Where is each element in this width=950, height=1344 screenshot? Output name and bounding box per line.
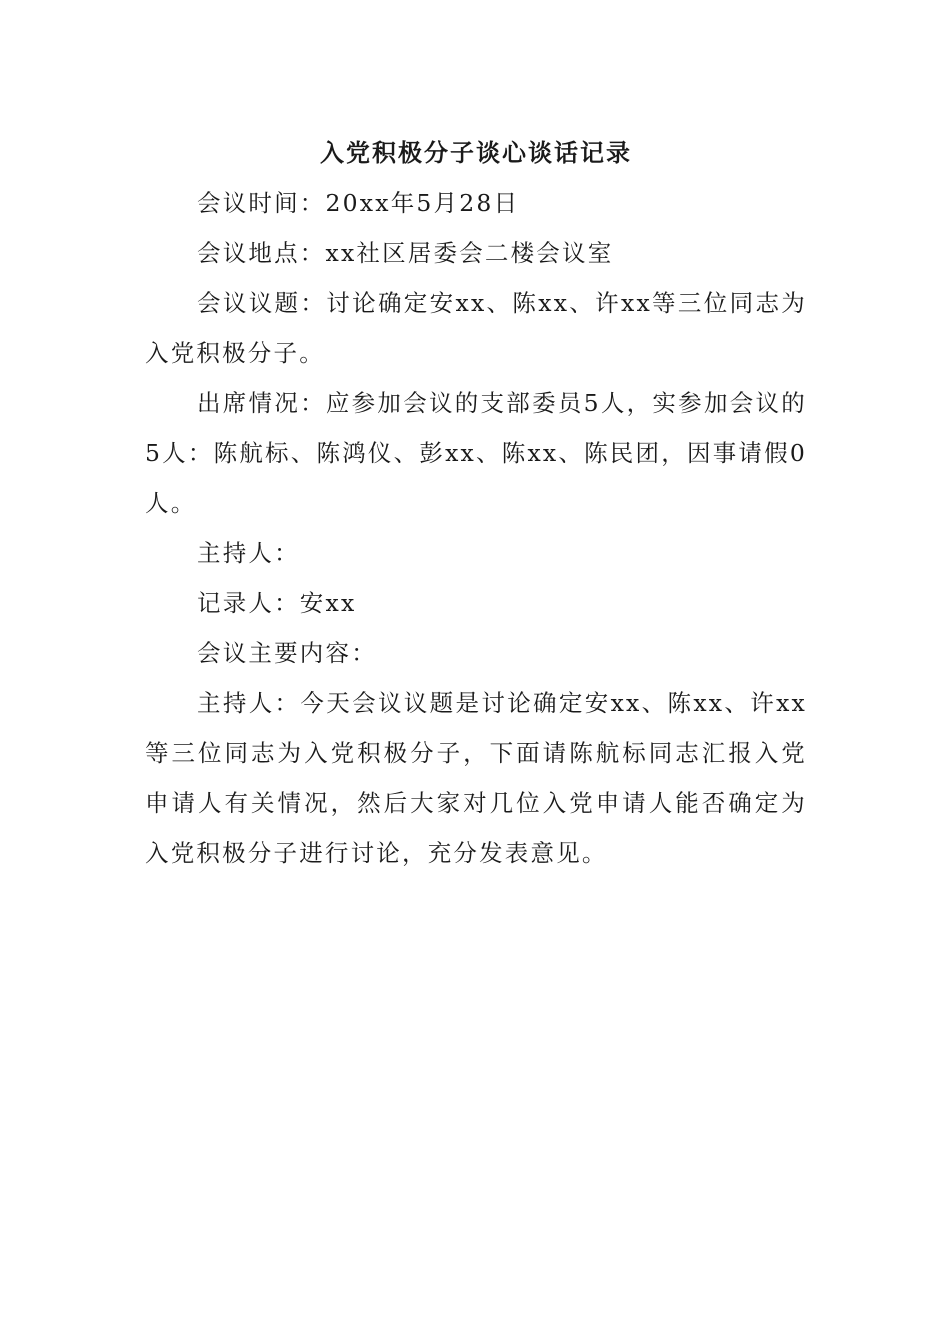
main-content-heading: 会议主要内容：: [197, 639, 377, 667]
document-title: 入党积极分子谈心谈话记录: [320, 138, 632, 167]
meeting-topic: 会议议题：讨论确定安xx、陈xx、许xx等三位同志为入党积极分子。: [145, 289, 807, 367]
meeting-time: 会议时间：20xx年5月28日: [197, 189, 520, 217]
host-statement: 主持人：今天会议议题是讨论确定安xx、陈xx、许xx等三位同志为入党积极分子，下面请陈航标同志汇报入党申请人有关情况，然后大家对几位入党申请人能否确定为入党积极分子进行讨论，充分发表意见。: [145, 689, 807, 867]
host: 主持人：: [197, 539, 300, 567]
meeting-location: 会议地点：xx社区居委会二楼会议室: [197, 239, 614, 267]
recorder: 记录人：安xx: [197, 589, 357, 617]
attendance: 出席情况：应参加会议的支部委员5人，实参加会议的5人：陈航标、陈鸿仪、彭xx、陈xx、陈民团，因事请假0人。: [145, 389, 807, 517]
document-body: [145, 128, 807, 878]
